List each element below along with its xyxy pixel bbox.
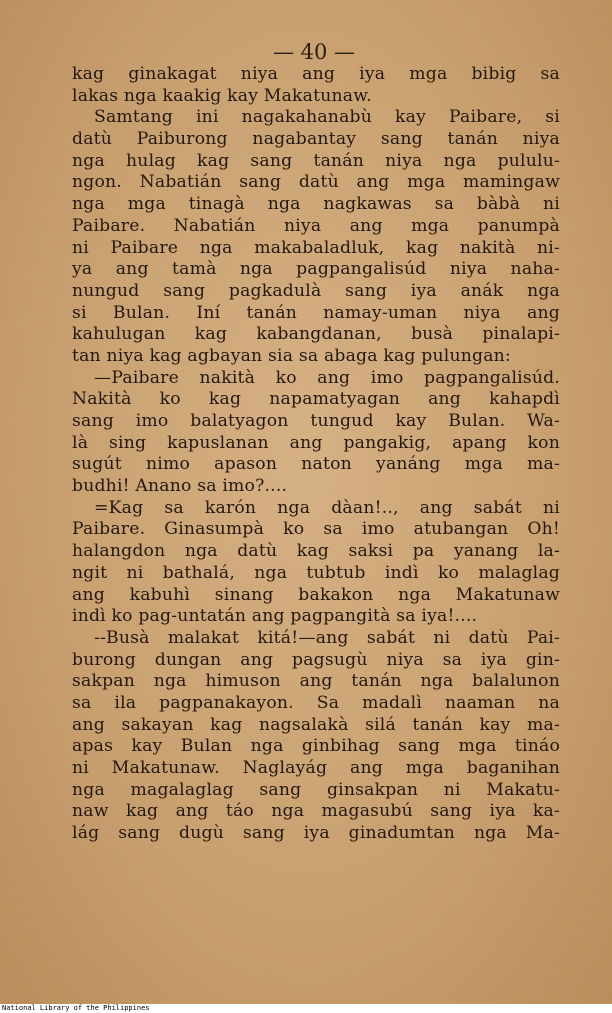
text-line: ni Paibare nga makabaladluk, kag nakità ni-	[72, 237, 560, 258]
text-line: nga magalaglag sang ginsakpan ni Makatu-	[72, 779, 560, 800]
text-line: sa ila pagpanakayon. Sa madalì naaman na	[72, 692, 560, 713]
text-line: Samtang ini nagakahanabù kay Paibare, si	[94, 107, 560, 128]
text-line: tan niya kag agbayan sia sa abaga kag pulungan:	[72, 345, 511, 366]
text-line: ni Makatunaw. Naglayág ang mga baganihan	[72, 758, 560, 778]
text-line: kag ginakagat niya ang iya mga bibig sa	[72, 64, 560, 84]
text-line: là sing kapuslanan ang pangakig, apang kon	[72, 432, 560, 453]
text-line: halangdon nga datù kag saksi pa yanang la-	[72, 541, 560, 562]
text-line: sugút nimo apason naton yanáng mga ma-	[72, 454, 560, 475]
text-line: nga hulag kag sang tanán niya nga pululu-	[72, 150, 560, 171]
text-line: ngit ni bathalá, nga tubtub indì ko malaglag	[72, 562, 560, 583]
text-line: sakpan nga himuson ang tanán nga balalunon	[72, 671, 560, 692]
text-line: Paibare. Ginasumpà ko sa imo atubangan Oh!	[72, 519, 560, 540]
text-line: naw kag ang táo nga magasubú sang iya ka-	[72, 801, 560, 822]
text-line: datù Paiburong nagabantay sang tanán niya	[72, 129, 560, 150]
page-number: — 40 —	[272, 40, 356, 64]
text-line: lág sang dugù sang iya ginadumtan nga Ma-	[72, 823, 560, 844]
text-line: ang kabuhì sinang bakakon nga Makatunaw	[72, 584, 560, 605]
text-line: ang sakayan kag nagsalakà silá tanán kay ma-	[72, 714, 560, 735]
footer-bar	[0, 1004, 612, 1013]
text-line: ya ang tamà nga pagpangalisúd niya naha-	[72, 259, 560, 280]
text-line: indì ko pag-untatán ang pagpangità sa iya!....	[72, 606, 478, 627]
text-line: si Bulan. Iní tanán namay-uman niya ang	[72, 302, 560, 323]
text-line: Nakità ko kag napamatyagan ang kahapdì	[72, 389, 560, 410]
footer-credit: National Library of the Philippines	[2, 1004, 150, 1012]
text-line: budhi! Anano sa imo?....	[72, 476, 288, 497]
text-line: lakas nga kaakig kay Makatunaw.	[72, 85, 372, 106]
text-line: kahulugan kag kabangdanan, busà pinalapi-	[72, 324, 560, 345]
text-line: burong dungan ang pagsugù niya sa iya gin-	[72, 649, 560, 670]
body-text	[72, 64, 560, 845]
text-line: --Busà malakat kitá!—ang sabát ni datù Pai-	[94, 627, 560, 648]
text-line: nungud sang pagkadulà sang iya anák nga	[72, 280, 560, 301]
text-line: —Paibare nakità ko ang imo pagpangalisúd.	[94, 367, 560, 388]
text-line: ngon. Nabatián sang datù ang mga mamingaw	[72, 172, 560, 193]
text-line: nga mga tinagà nga nagkawas sa bàbà ni	[72, 194, 560, 215]
text-line: apas kay Bulan nga ginbihag sang mga tináo	[72, 736, 560, 757]
text-line: =Kag sa karón nga dàan!.., ang sabát ni	[94, 497, 560, 518]
text-line: Paibare. Nabatián niya ang mga panumpà	[72, 215, 560, 236]
text-line: sang imo balatyagon tungud kay Bulan. Wa-	[72, 411, 560, 431]
